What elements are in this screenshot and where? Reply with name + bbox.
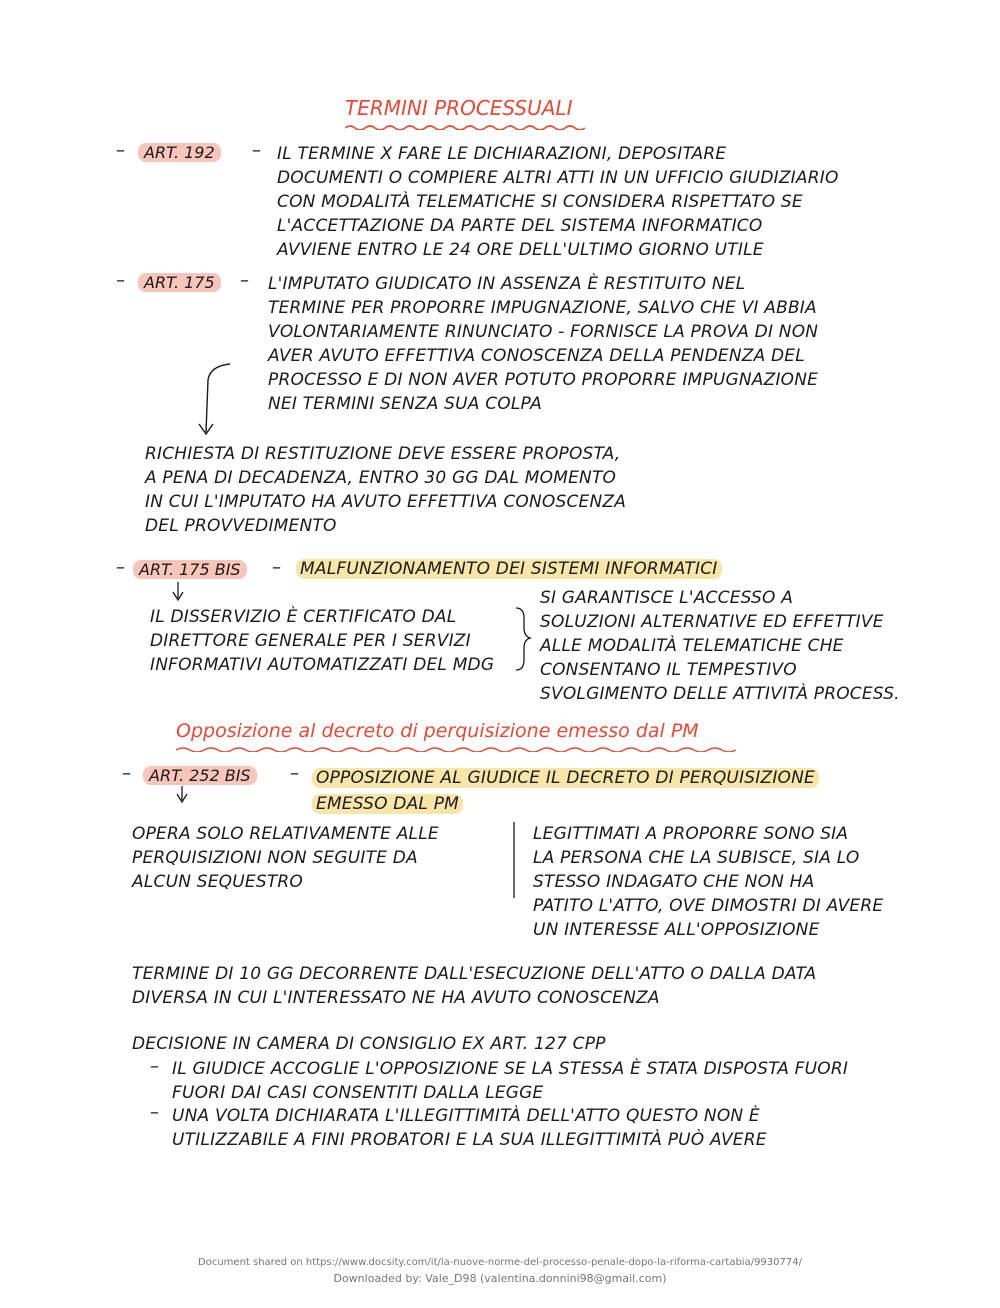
art-252bis-heading xyxy=(312,766,819,816)
dash-marker: – xyxy=(122,763,131,784)
text-line: NEI TERMINI SENZA SUA COLPA xyxy=(268,394,542,414)
text-line: ALLE MODALITÀ TELEMATICHE CHE xyxy=(540,636,844,656)
title-underline xyxy=(345,124,585,130)
text-line: UTILIZZABILE A FINI PROBATORI E LA SUA ILLEGITTIMITÀ PUÒ AVERE xyxy=(172,1130,767,1150)
text-line: IL DISSERVIZIO È CERTIFICATO DAL xyxy=(150,607,457,627)
text-line: INFORMATIVI AUTOMATIZZATI DEL MDG xyxy=(150,655,495,675)
art-192-text xyxy=(277,142,839,262)
dash-marker: – xyxy=(116,270,125,291)
text-line: IL TERMINE X FARE LE DICHIARAZIONI, DEPOSITARE xyxy=(277,144,727,164)
text-line: SI GARANTISCE L'ACCESSO A xyxy=(540,588,794,608)
text-line: SOLUZIONI ALTERNATIVE ED EFFETTIVE xyxy=(540,612,884,632)
decisione-bullet-2 xyxy=(172,1104,767,1152)
dash-marker: – xyxy=(272,557,281,578)
art-252bis-label: ART. 252 BIS xyxy=(143,766,257,785)
art-175-note xyxy=(145,442,626,538)
footer-shared-line: Document shared on https://www.docsity.com/it/la-nuove-norme-del-processo-penale-dopo-la-riforma-cartabia/9930774/ xyxy=(198,1257,802,1268)
art-175bis-heading xyxy=(296,557,722,581)
text-line: IL GIUDICE ACCOGLIE L'OPPOSIZIONE SE LA STESSA È STATA DISPOSTA FUORI xyxy=(172,1059,849,1079)
text-line: DIRETTORE GENERALE PER I SERVIZI xyxy=(150,631,471,651)
text-line: VOLONTARIAMENTE RINUNCIATO - FORNISCE LA PROVA DI NON xyxy=(268,322,819,342)
section-title-opposizione: Opposizione al decreto di perquisizione emesso dal PM xyxy=(176,720,699,742)
art-175bis-right xyxy=(540,586,900,706)
text-line: L'ACCETTAZIONE DA PARTE DEL SISTEMA INFORMATICO xyxy=(277,216,763,236)
text-line: DIVERSA IN CUI L'INTERESSATO NE HA AVUTO CONOSCENZA xyxy=(132,988,660,1008)
text-line: A PENA DI DECADENZA, ENTRO 30 GG DAL MOMENTO xyxy=(145,468,617,488)
section-title-underline xyxy=(176,746,736,752)
decisione-heading: DECISIONE IN CAMERA DI CONSIGLIO EX ART. 127 CPP xyxy=(132,1034,606,1054)
text-line: DOCUMENTI O COMPIERE ALTRI ATTI IN UN UFFICIO GIUDIZIARIO xyxy=(277,168,839,188)
text-line: L'IMPUTATO GIUDICATO IN ASSENZA È RESTITUITO NEL xyxy=(268,274,746,294)
art-175bis-label: ART. 175 BIS xyxy=(133,560,247,579)
text-line: FUORI DAI CASI CONSENTITI DALLA LEGGE xyxy=(172,1083,544,1103)
text-line: CONSENTANO IL TEMPESTIVO xyxy=(540,660,797,680)
text-line: PATITO L'ATTO, OVE DIMOSTRI DI AVERE xyxy=(533,896,884,916)
text-line: PERQUISIZIONI NON SEGUITE DA xyxy=(132,848,418,868)
text-line: AVER AVUTO EFFETTIVA CONOSCENZA DELLA PENDENZA DEL xyxy=(268,346,805,366)
text-line: CON MODALITÀ TELEMATICHE SI CONSIDERA RISPETTATO SE xyxy=(277,192,803,212)
text-line: ALCUN SEQUESTRO xyxy=(132,872,303,892)
text-line: IN CUI L'IMPUTATO HA AVUTO EFFETTIVA CONOSCENZA xyxy=(145,492,627,512)
text-line: TERMINE DI 10 GG DECORRENTE DALL'ESECUZIONE DELL'ATTO O DALLA DATA xyxy=(132,964,817,984)
dash-marker: – xyxy=(116,557,125,578)
dash-marker: – xyxy=(150,1056,159,1077)
footer-download-line: Downloaded by: Vale_D98 (valentina.donnini98@gmail.com) xyxy=(333,1272,667,1285)
art-252bis-left xyxy=(132,822,439,894)
highlighted-heading: EMESSO DAL PM xyxy=(312,794,463,814)
page-title: TERMINI PROCESSUALI xyxy=(345,96,573,120)
decisione-bullet-1 xyxy=(172,1057,848,1105)
art-175bis-left xyxy=(150,605,494,677)
text-line: STESSO INDAGATO CHE NON HA xyxy=(533,872,815,892)
text-line: LEGITTIMATI A PROPORRE SONO SIA xyxy=(533,824,849,844)
dash-marker: – xyxy=(252,140,261,161)
text-line: PROCESSO E DI NON AVER POTUTO PROPORRE IMPUGNAZIONE xyxy=(268,370,819,390)
art-175-label: ART. 175 xyxy=(138,273,221,292)
text-line: UNA VOLTA DICHIARATA L'ILLEGITTIMITÀ DELL'ATTO QUESTO NON È xyxy=(172,1106,760,1126)
text-line: RICHIESTA DI RESTITUZIONE DEVE ESSERE PROPOSTA, xyxy=(145,444,621,464)
text-line: AVVIENE ENTRO LE 24 ORE DELL'ULTIMO GIORNO UTILE xyxy=(277,240,764,260)
text-line: DEL PROVVEDIMENTO xyxy=(145,516,337,536)
text-line: OPERA SOLO RELATIVAMENTE ALLE xyxy=(132,824,439,844)
dash-marker: – xyxy=(290,763,299,784)
text-line: LA PERSONA CHE LA SUBISCE, SIA LO xyxy=(533,848,860,868)
text-line: UN INTERESSE ALL'OPPOSIZIONE xyxy=(533,920,820,940)
dash-marker: – xyxy=(150,1102,159,1123)
highlighted-heading: MALFUNZIONAMENTO DEI SISTEMI INFORMATICI xyxy=(296,559,722,579)
art-175-text xyxy=(268,272,818,416)
text-line: SVOLGIMENTO DELLE ATTIVITÀ PROCESS. xyxy=(540,684,900,704)
art-252bis-right xyxy=(533,822,883,942)
highlighted-heading: OPPOSIZIONE AL GIUDICE IL DECRETO DI PERQUISIZIONE xyxy=(312,768,819,788)
art-192-label: ART. 192 xyxy=(138,143,221,162)
dash-marker: – xyxy=(240,270,249,291)
dash-marker: – xyxy=(116,140,125,161)
text-line: TERMINE PER PROPORRE IMPUGNAZIONE, SALVO CHE VI ABBIA xyxy=(268,298,817,318)
termine-paragraph xyxy=(132,962,816,1010)
